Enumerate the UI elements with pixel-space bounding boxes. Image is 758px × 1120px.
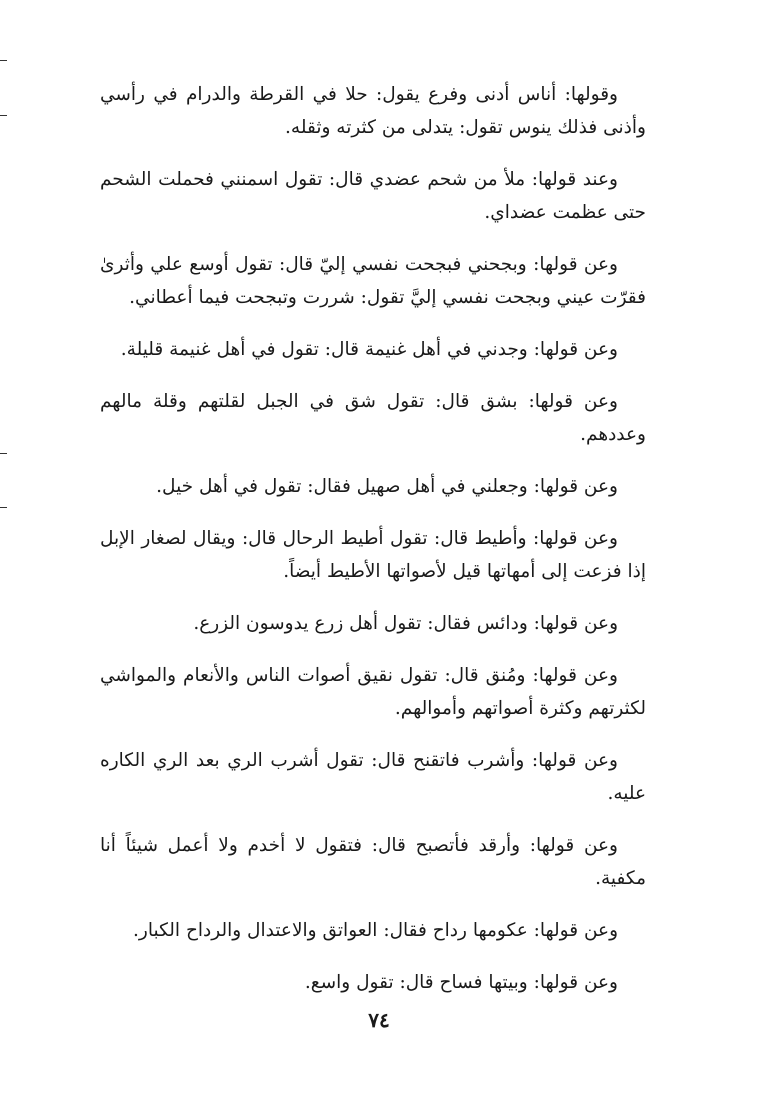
paragraph: وعن قولها: وبيتها فساح قال: تقول واسع. xyxy=(304,972,618,993)
paragraph: وعن قولها: بشق قال: تقول شق في الجبل لقلتهم وقلة مالهم وعددهم. xyxy=(100,391,646,445)
paragraph: وعن قولها: وبجحني فبجحت نفسي إليّ قال: تقول أوسع علي وأثرىٰ فقرّت عيني وبجحت نفسي إليَّ تقول: شررت وتبجحت فيما أعطاني. xyxy=(100,254,646,308)
scan-edge-mark xyxy=(0,453,7,454)
paragraph: وعند قولها: ملأ من شحم عضدي قال: تقول اسمنني فحملت الشحم حتى عظمت عضداي. xyxy=(100,169,646,223)
paragraph: وعن قولها: وأطيط قال: تقول أطيط الرحال قال: ويقال لصغار الإبل إذا فزعت إلى أمهاتها قيل لأصواتها الأطيط أيضاً. xyxy=(100,528,646,582)
paragraph: وعن قولها: ودائس فقال: تقول أهل زرع يدوسون الزرع. xyxy=(193,613,618,634)
paragraph: وقولها: أناس أدنى وفرع يقول: حلا في القرطة والدرام في رأسي وأذنى فذلك ينوس تقول: يتدلى من كثرته وثقله. xyxy=(100,84,646,138)
paragraph: وعن قولها: وأشرب فاتقنح قال: تقول أشرب الري بعد الري الكاره عليه. xyxy=(100,750,646,804)
body-text xyxy=(100,78,646,1018)
paragraph: وعن قولها: وجدني في أهل غنيمة قال: تقول في أهل غنيمة قليلة. xyxy=(120,339,618,360)
paragraph: وعن قولها: وأرقد فأتصبح قال: فتقول لا أخدم ولا أعمل شيئاً أنا مكفية. xyxy=(100,835,646,889)
paragraph: وعن قولها: وجعلني في أهل صهيل فقال: تقول في أهل خيل. xyxy=(156,476,618,497)
scan-edge-mark xyxy=(0,507,7,508)
page-number: ٧٤ xyxy=(368,1008,390,1032)
scan-edge-mark xyxy=(0,60,7,61)
scan-edge-mark xyxy=(0,115,7,116)
paragraph: وعن قولها: عكومها رداح فقال: العواتق والاعتدال والرداح الكبار. xyxy=(133,920,618,941)
paragraph: وعن قولها: ومُنق قال: تقول نقيق أصوات الناس والأنعام والمواشي لكثرتهم وكثرة أصواتهم وأموالهم. xyxy=(100,665,646,719)
